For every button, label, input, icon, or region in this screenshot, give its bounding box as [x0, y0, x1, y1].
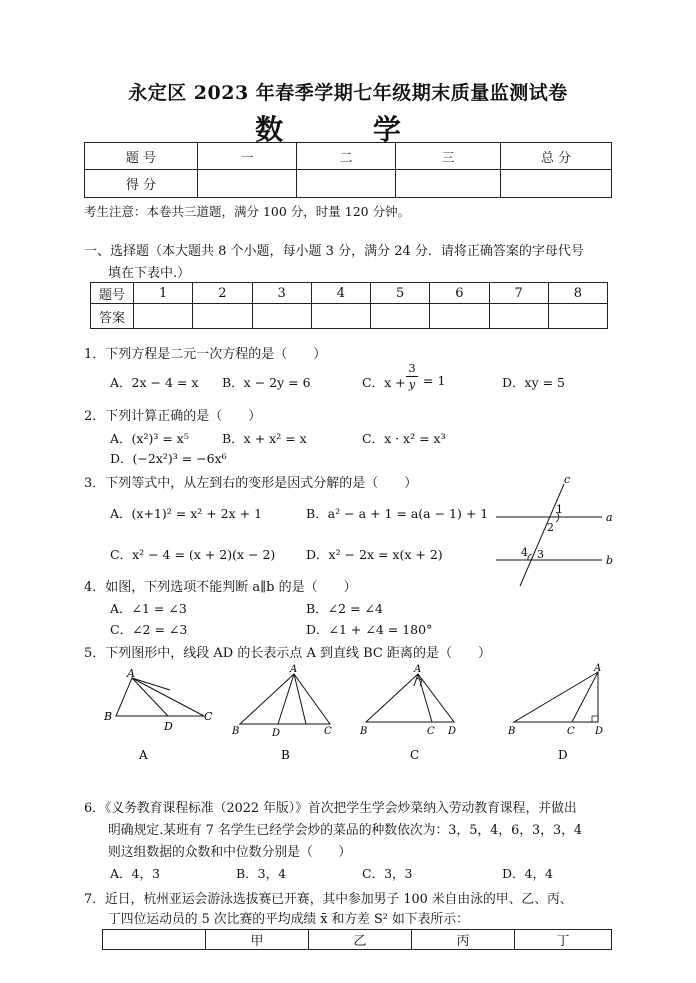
- point-b: B: [508, 726, 516, 737]
- point-d: D: [595, 726, 604, 737]
- q5-choice-label-a: A: [139, 748, 148, 762]
- point-d: D: [272, 728, 281, 739]
- q7-header-cell: [103, 930, 206, 950]
- q3-option-b: B．a² − a + 1 = a(a − 1) + 1: [306, 506, 489, 521]
- q7-header-cell: 乙: [309, 930, 412, 950]
- answer-cell[interactable]: [371, 304, 430, 329]
- answer-header-cell: 题号: [91, 283, 134, 304]
- score-header-cell: 三: [396, 143, 501, 170]
- point-a: A: [594, 663, 602, 674]
- q5-figure-a: [103, 667, 213, 733]
- point-c: C: [324, 726, 332, 737]
- q4-option-a: A．∠1 = ∠3: [110, 601, 187, 616]
- q3-option-a: A．(x+1)² = x² + 2x + 1: [110, 506, 263, 521]
- line-label-c: c: [564, 474, 571, 486]
- q5-figure-d: [507, 663, 603, 737]
- q5-figure-b: [231, 664, 332, 739]
- answer-cell[interactable]: [430, 304, 489, 329]
- answer-header-cell: 4: [311, 283, 370, 304]
- q4-option-d: D．∠1 + ∠4 = 180°: [306, 622, 433, 637]
- score-cell[interactable]: [501, 170, 612, 198]
- q1-option-b: B．x − 2y = 6: [222, 375, 311, 390]
- answer-header-cell: 1: [134, 283, 193, 304]
- point-a: A: [290, 664, 298, 675]
- q6-option-d: D．4，4: [502, 866, 553, 881]
- parallel-lines-figure: [490, 474, 620, 592]
- line-c: [520, 484, 564, 586]
- exam-title: 永定区 2023 年春季学期七年级期末质量监测试卷: [128, 82, 568, 104]
- q2-option-c: C．x · x² = x³: [362, 431, 446, 446]
- answer-table: [90, 282, 608, 329]
- q2-option-a: A．(x²)³ = x⁵: [110, 431, 189, 446]
- q4-option-b: B．∠2 = ∠4: [306, 601, 383, 616]
- section-heading-cont: 填在下表中.）: [108, 266, 191, 281]
- score-cell[interactable]: [198, 170, 297, 198]
- q7-header-cell: 丙: [412, 930, 515, 950]
- q2-option-d: D．(−2x²)³ = −6x⁶: [110, 451, 227, 466]
- score-header-cell: 二: [297, 143, 396, 170]
- answer-header-cell: 3: [252, 283, 311, 304]
- line-label-a: a: [606, 511, 613, 524]
- q1-option-d: D．xy = 5: [502, 375, 566, 390]
- q5-choice-label-b: B: [281, 748, 290, 762]
- question-2-stem: 2．下列计算正确的是（ ）: [84, 409, 262, 424]
- answer-cell[interactable]: [193, 304, 252, 329]
- q3-option-d: D．x² − 2x = x(x + 2): [306, 547, 443, 562]
- line-label-b: b: [606, 554, 614, 567]
- score-header-cell: 题 号: [85, 143, 198, 170]
- q5-choice-label-c: C: [410, 748, 420, 762]
- answer-cell[interactable]: [134, 304, 193, 329]
- question-5-stem: 5．下列图形中，线段 AD 的长表示点 A 到直线 BC 距离的是（ ）: [84, 646, 492, 661]
- fraction-denominator: y: [408, 377, 416, 391]
- answer-cell[interactable]: [252, 304, 311, 329]
- q5-choice-label-d: D: [558, 748, 568, 762]
- score-header-cell: 一: [198, 143, 297, 170]
- answer-header-cell: 6: [430, 283, 489, 304]
- score-row-label: 得 分: [85, 170, 198, 198]
- angle-label-2: 2: [547, 521, 554, 534]
- point-c: C: [427, 726, 435, 737]
- question-7-line2-shown: 丁四位运动员的 5 次比赛的平均成绩 x̄ 和方差 S² 如下表所示：: [108, 912, 469, 927]
- angle-label-3: 3: [537, 548, 544, 561]
- angle-label-1: 1: [556, 503, 563, 516]
- question-6-line2: 明确规定.某班有 7 名学生已经学会炒的菜品的种数依次为：3，5，4，6，3，3，4: [108, 823, 583, 838]
- q7-header-cell: 丁: [515, 930, 612, 950]
- point-a: A: [127, 667, 135, 680]
- score-table: [84, 142, 612, 198]
- q5-figures: [96, 662, 616, 766]
- point-d: D: [164, 720, 173, 733]
- point-c: C: [204, 710, 213, 723]
- q2-option-b: B．x + x² = x: [222, 431, 307, 446]
- q1-option-c-suffix: = 1: [423, 373, 446, 388]
- question-7-line1: 7．近日，杭州亚运会游泳选拔赛已开赛，其中参加男子 100 米自由泳的甲、乙、丙、: [84, 892, 573, 907]
- point-b: B: [360, 726, 368, 737]
- score-cell[interactable]: [396, 170, 501, 198]
- q1-option-c-fraction: [406, 362, 418, 391]
- q7-data-table: [102, 929, 612, 950]
- point-a: A: [414, 664, 422, 675]
- point-b: B: [232, 726, 240, 737]
- subject-title: 数 学: [255, 113, 441, 146]
- answer-row-label: 答案: [91, 304, 134, 329]
- answer-header-cell: 5: [371, 283, 430, 304]
- q7-header-cell: 甲: [206, 930, 309, 950]
- fraction-numerator: 3: [408, 361, 416, 375]
- q6-option-c: C．3，3: [362, 866, 413, 881]
- q5-figure-c: [359, 664, 456, 737]
- score-header-cell: 总 分: [501, 143, 612, 170]
- answer-header-cell: 7: [489, 283, 548, 304]
- question-6-line3: 则这组数据的众数和中位数分别是（ ）: [108, 845, 352, 860]
- point-d: D: [448, 726, 457, 737]
- answer-cell[interactable]: [548, 304, 607, 329]
- answer-cell[interactable]: [489, 304, 548, 329]
- q6-option-b: B．3，4: [236, 866, 287, 881]
- point-b: B: [104, 710, 113, 723]
- question-6-line1: 6．《义务教育课程标准（2022 年版）》首次把学生学会炒菜纳入劳动教育课程，并做出: [84, 801, 577, 816]
- q3-option-c: C．x² − 4 = (x + 2)(x − 2): [110, 547, 276, 562]
- angle-label-4: 4: [521, 546, 528, 559]
- answer-header-cell: 8: [548, 283, 607, 304]
- exam-notice: 考生注意：本卷共三道题，满分 100 分，时量 120 分钟。: [84, 204, 411, 219]
- question-3-stem: 3．下列等式中，从左到右的变形是因式分解的是（ ）: [84, 476, 418, 491]
- q6-option-a: A．4，3: [110, 866, 160, 881]
- question-4-stem: 4．如图，下列选项不能判断 a∥b 的是（ ）: [84, 580, 357, 595]
- section-heading: 一、选择题（本大题共 8 个小题，每小题 3 分，满分 24 分．请将正确答案的字母代号: [84, 244, 584, 259]
- q1-option-c-prefix: C．x +: [362, 375, 406, 390]
- q1-option-a: A．2x − 4 = x: [110, 375, 199, 390]
- answer-cell[interactable]: [311, 304, 370, 329]
- point-c: C: [567, 726, 575, 737]
- answer-header-cell: 2: [193, 283, 252, 304]
- q4-option-c: C．∠2 = ∠3: [110, 622, 188, 637]
- question-1-stem: 1．下列方程是二元一次方程的是（ ）: [84, 347, 327, 362]
- score-cell[interactable]: [297, 170, 396, 198]
